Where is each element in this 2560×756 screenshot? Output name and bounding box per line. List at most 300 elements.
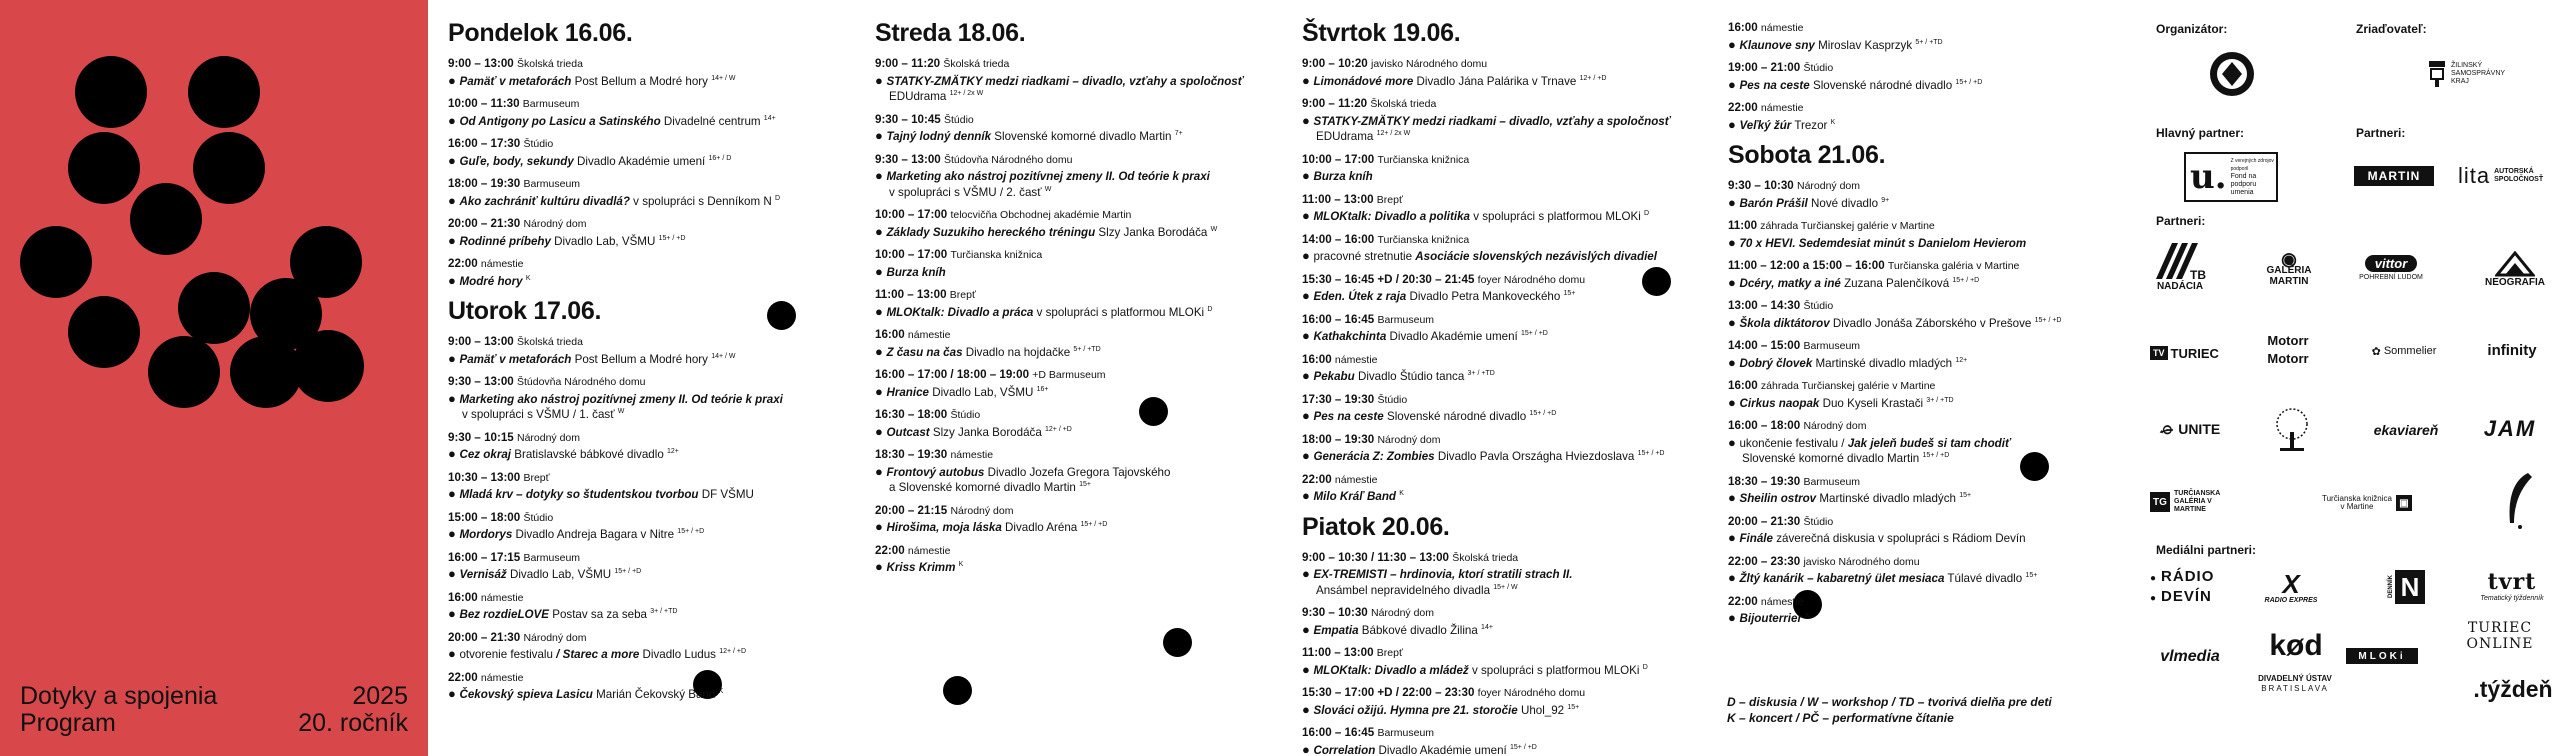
- event-tag: W: [617, 408, 625, 416]
- event-time: 16:00 – 16:45: [1302, 726, 1375, 739]
- event-tag: K: [958, 561, 964, 569]
- event-performer: Divadlo Štúdio tanca: [1354, 370, 1465, 383]
- event-venue: Barmuseum: [1377, 313, 1435, 326]
- event-venue: Národný dom: [1803, 420, 1867, 432]
- event-line: [875, 519, 1275, 536]
- jam-logo: JAM: [2483, 416, 2537, 441]
- event-tag: 12+: [1955, 356, 1968, 364]
- bullet-icon: ●: [1302, 701, 1314, 717]
- schedule-event: [448, 256, 848, 289]
- event-performer: Postav sa za seba: [549, 608, 647, 621]
- event-line: [1302, 248, 1702, 265]
- event-performer: Bratislavské bábkové divadlo: [511, 448, 664, 461]
- schedule-event: [1728, 418, 2128, 467]
- event-time: 20:00 – 21:30: [448, 630, 521, 644]
- event-performer: Trezor: [1791, 118, 1828, 132]
- event-line: [448, 686, 848, 703]
- event-time-venue: [1302, 472, 1702, 489]
- schedule-event: [875, 152, 1275, 201]
- kod-logo: kød: [2269, 629, 2323, 662]
- event-time-venue: [1302, 312, 1702, 329]
- event-venue: záhrada Turčianskej galérie v Martine: [1760, 380, 1936, 392]
- schedule-column-3: [1302, 18, 1702, 756]
- schedule-event: [875, 407, 1275, 440]
- bullet-icon: ●: [448, 646, 460, 661]
- event-tag: D: [1644, 210, 1650, 218]
- festival-title: Dotyky a spojenia Program: [20, 682, 218, 737]
- ekaviaren-logo: ekaviareň: [2373, 422, 2439, 438]
- vlmedia-logo: vlmedia: [2160, 648, 2220, 665]
- infinity-logo: infinity: [2487, 341, 2537, 359]
- event-time-venue: [1302, 152, 1702, 169]
- event-time: 10:00 – 11:30: [448, 97, 520, 110]
- event-line: [1728, 77, 2128, 94]
- event-title: Bez rozdieLOVE: [459, 608, 550, 621]
- event-performer: Divadlo Akadémie umení: [573, 154, 706, 168]
- event-time-venue: [1728, 554, 2128, 571]
- event-venue: Národný dom: [516, 431, 581, 444]
- event-performer: Divadlo Jozefa Gregora Tajovského: [984, 465, 1171, 479]
- event-performer: Divadlo Jána Palárika v Trnave: [1413, 74, 1577, 88]
- event-time: 11:00 – 13:00: [875, 288, 947, 301]
- event-tag: 14+: [763, 114, 776, 122]
- radio-express-logo: X RADIO EXPRES: [2264, 569, 2318, 604]
- event-time-venue: [448, 136, 848, 153]
- event-venue: telocvičňa Obchodnej akadémie Martin: [950, 209, 1132, 221]
- event-tag: 12+: [667, 448, 679, 456]
- decor-dot: [943, 676, 972, 705]
- event-performer: v spolupráci s platformou MLOKi: [1468, 663, 1640, 677]
- event-tag: K: [1805, 612, 1810, 620]
- schedule-event: [448, 430, 848, 463]
- event-line: [1728, 117, 2128, 134]
- event-time-venue: [875, 152, 1275, 169]
- turiec-logo-text: TV TURIEC: [2150, 342, 2222, 364]
- event-time: 19:00 – 21:00: [1728, 61, 1801, 74]
- event-venue: Školská trieda: [943, 58, 1010, 70]
- event-time-venue: [448, 176, 848, 193]
- event-venue: Barmuseum: [1803, 340, 1861, 352]
- schedule-event: [875, 543, 1275, 576]
- event-time-venue: [448, 96, 848, 113]
- event-tag: 5+ / +TD: [1073, 345, 1101, 353]
- event-venue: námestie: [907, 544, 951, 557]
- event-line: [875, 344, 1275, 361]
- event-time: 15:30 – 17:00 +D / 22:00 – 23:30: [1302, 686, 1475, 699]
- event-line: [1728, 235, 2128, 252]
- bullet-icon: ●: [1728, 354, 1740, 370]
- event-venue: Brepť: [949, 289, 976, 301]
- event-time-venue: [1302, 685, 1702, 702]
- event-performer: DF VŠMU: [698, 488, 754, 501]
- day-title: Utorok 17.06.: [448, 297, 602, 325]
- event-performer: Divadlo Lab, VŠMU: [506, 568, 612, 581]
- schedule-event: [1302, 392, 1702, 425]
- schedule-event: [448, 470, 848, 503]
- event-performer: Miroslav Kasprzyk: [1814, 38, 1913, 52]
- logo-dot: [250, 278, 322, 350]
- event-venue: námestie: [1760, 595, 1804, 608]
- event-performer: Slzy Janka Borodáča: [1095, 225, 1208, 239]
- event-line: [875, 464, 1275, 481]
- event-line: [875, 168, 1275, 185]
- schedule-event: [448, 216, 848, 249]
- bullet-icon: ●: [448, 446, 460, 461]
- schedule-event: [448, 590, 848, 623]
- event-title: Škola diktátorov: [1739, 316, 1830, 330]
- event-venue: námestie: [480, 258, 524, 270]
- event-tag: 12+ / 2x W: [1376, 130, 1411, 138]
- event-time-venue: [1302, 645, 1702, 662]
- event-time-venue: [1728, 20, 2128, 37]
- event-line: [448, 391, 848, 408]
- event-performer: Nové divadlo: [1807, 196, 1879, 210]
- event-tag: W: [1210, 225, 1218, 233]
- event-time: 10:00 – 17:00: [1302, 152, 1375, 166]
- event-title: Finále: [1739, 532, 1773, 545]
- event-line: [448, 526, 848, 543]
- event-tag: 15+ / +D: [1080, 521, 1108, 529]
- schedule-event: [1302, 312, 1702, 345]
- turcianska-galeria-logo: TG TURČIANSKA GALÉRIA V MARTINE: [2150, 486, 2240, 518]
- schedule-event: [448, 136, 848, 169]
- event-venue: Národný dom: [523, 631, 587, 644]
- event-title: Mladá krv – dotyky so študentskou tvorbou: [459, 488, 699, 501]
- bullet-icon: ●: [1728, 434, 1740, 450]
- event-time: 18:00 – 19:30: [448, 177, 521, 190]
- schedule-event: [1302, 232, 1702, 265]
- event-line: [1302, 288, 1702, 305]
- event-tag: 14+: [1481, 623, 1493, 631]
- schedule-event: [875, 327, 1275, 360]
- event-performer: Slovenské komorné divadlo Martin: [1742, 452, 1920, 465]
- event-venue: Štúdio: [523, 138, 554, 150]
- event-line: [1302, 368, 1702, 385]
- schedule-event: [448, 334, 848, 367]
- event-title: Veľký žúr: [1739, 118, 1792, 132]
- event-time-venue: [1728, 338, 2128, 355]
- event-line: [1302, 448, 1702, 465]
- event-time: 16:00 – 17:15: [448, 550, 521, 564]
- event-time-venue: [448, 550, 848, 567]
- event-performer: Martinské divadlo mladých: [1812, 356, 1953, 370]
- event-time: 18:00 – 19:30: [1302, 432, 1375, 446]
- logo-dot: [75, 56, 147, 128]
- event-line-continued: [1302, 129, 1702, 145]
- event-tag: 12+ / +D: [719, 648, 747, 656]
- event-tag: 15+: [1959, 492, 1972, 500]
- event-title: STATKY-ZMÄTKY medzi riadkami – divadlo, vzťahy a spoločnosť: [1313, 114, 1671, 128]
- bullet-icon: ●: [875, 128, 887, 143]
- event-title: Outcast: [886, 425, 930, 439]
- event-note: ukončenie festivalu /: [1739, 436, 1848, 450]
- tyzden-logo: .týždeň: [2473, 675, 2553, 702]
- event-time-venue: [448, 256, 848, 273]
- event-venue: námestie: [480, 671, 524, 684]
- vittor-logo: vittor POHREBNÍ LUDOM: [2359, 255, 2423, 281]
- event-time: 9:30 – 10:30: [1302, 606, 1368, 619]
- event-line: [1728, 395, 2128, 412]
- bullet-icon: ●: [1728, 36, 1740, 52]
- event-time: 9:30 – 10:30: [1728, 179, 1794, 192]
- schedule-event: [875, 503, 1275, 536]
- schedule-event: [1302, 550, 1702, 599]
- event-time: 22:00: [875, 543, 905, 557]
- event-performer: v spolupráci s platformou MLOKi: [1470, 210, 1641, 223]
- event-time-venue: [1728, 378, 2128, 395]
- event-venue: javisko Národného domu: [1370, 58, 1488, 70]
- event-tag: 14+ / W: [711, 352, 736, 360]
- event-title: Od Antigony po Lasicu a Satinského: [459, 114, 661, 128]
- bullet-icon: ●: [448, 390, 460, 406]
- event-title: Mordorys: [459, 528, 513, 541]
- event-time-venue: [1728, 474, 2128, 491]
- event-venue: Školská trieda: [516, 336, 583, 348]
- schedule-event: [1302, 352, 1702, 385]
- event-time-venue: [448, 430, 848, 447]
- event-performer: Divadlo Pavla Országha Hviezdoslava: [1434, 450, 1635, 463]
- bullet-icon: ●: [875, 168, 887, 183]
- event-line: [448, 153, 848, 170]
- schedule-event: [1302, 472, 1702, 505]
- event-time-venue: [448, 470, 848, 487]
- event-title: Pes na ceste: [1313, 410, 1384, 423]
- event-title: MLOKtalk: Divadlo a mládež: [1313, 663, 1469, 677]
- event-venue: Brepť: [523, 471, 550, 484]
- event-line: [448, 606, 848, 623]
- event-time-venue: [1302, 605, 1702, 622]
- schedule-event: [1302, 605, 1702, 638]
- bullet-icon: ●: [1302, 248, 1314, 263]
- event-time: 16:00: [875, 328, 905, 341]
- event-tag: K: [1399, 490, 1404, 498]
- schedule-event: [1728, 378, 2128, 411]
- bullet-icon: ●: [448, 486, 460, 501]
- event-venue: záhrada Turčianskej galérie v Martine: [1760, 220, 1935, 232]
- event-time-venue: [875, 407, 1275, 424]
- event-line: [448, 233, 848, 250]
- event-performer: Divadlo na hojdačke: [962, 345, 1071, 359]
- event-tag: 15+ / +D: [614, 568, 642, 576]
- event-time: 11:00 – 13:00: [1302, 192, 1374, 206]
- galeria-martin-logo: ◉ GALÉRIA MARTIN: [2266, 248, 2312, 287]
- event-venue: Štúdio: [1377, 393, 1408, 406]
- bullet-icon: ●: [448, 192, 460, 208]
- event-tag: 15+: [1563, 290, 1576, 298]
- feather-logo: [2500, 470, 2540, 532]
- event-time: 16:00 – 18:00: [1728, 419, 1801, 432]
- event-venue: Turčianska knižnica: [1377, 153, 1470, 166]
- event-venue: Turčianska galéria v Martine: [1887, 260, 2020, 272]
- event-time: 16:00 – 16:45: [1302, 312, 1375, 326]
- festival-year: 2025 20. ročník: [298, 682, 408, 737]
- event-time: 22:00: [448, 257, 478, 270]
- event-tag: 15+: [1567, 703, 1580, 711]
- event-line: [1728, 195, 2128, 212]
- bullet-icon: ●: [1302, 72, 1314, 88]
- event-tag: 9+: [1881, 196, 1890, 204]
- event-line: [448, 113, 848, 130]
- bullet-icon: ●: [1302, 741, 1314, 756]
- event-venue: Školská trieda: [1370, 98, 1437, 110]
- event-line: [1302, 622, 1702, 639]
- bullet-icon: ●: [448, 686, 460, 701]
- event-time: 9:00 – 10:20: [1302, 57, 1368, 70]
- event-time: 10:30 – 13:00: [448, 470, 521, 484]
- event-performer: Túlavé divadlo: [1944, 572, 2023, 585]
- svg-text:TB: TB: [2190, 267, 2206, 281]
- event-tag: D: [1642, 663, 1648, 671]
- event-time: 22:00: [1728, 101, 1758, 114]
- bullet-icon: ●: [1728, 570, 1740, 585]
- event-time-venue: [1302, 392, 1702, 409]
- schedule-event: [1728, 20, 2128, 53]
- schedule-event: [448, 176, 848, 209]
- event-line: [448, 193, 848, 210]
- event-tag: K: [718, 688, 724, 696]
- event-performer: EDUdrama: [1316, 130, 1374, 143]
- schedule-column-4: [1728, 20, 2128, 634]
- event-venue: Barmuseum: [523, 551, 581, 564]
- event-venue: Brepť: [1376, 647, 1403, 659]
- bullet-icon: ●: [875, 72, 887, 88]
- day-title: Streda 18.06.: [875, 19, 1026, 47]
- day-title: Štvrtok 19.06.: [1302, 19, 1461, 47]
- schedule-event: [448, 630, 848, 663]
- bullet-icon: ●: [448, 526, 460, 541]
- event-line: [1728, 610, 2128, 627]
- schedule-event: [875, 247, 1275, 280]
- schedule-event: [1302, 56, 1702, 89]
- schedule-event: [875, 207, 1275, 240]
- event-line: [1728, 355, 2128, 372]
- event-line: [448, 351, 848, 368]
- event-time-venue: [448, 374, 848, 391]
- event-performer: Divadelné centrum: [660, 114, 761, 128]
- event-time-venue: [1302, 56, 1702, 73]
- legend: D – diskusia / W – workshop / TD – tvorivá dielňa pre deti K – koncert / PČ – performatívne čítanie: [1727, 695, 2052, 725]
- event-time: 16:00: [1302, 352, 1332, 366]
- bullet-icon: ●: [448, 112, 460, 128]
- event-line: [875, 128, 1275, 145]
- event-title: Dcéry, matky a iné: [1739, 276, 1841, 290]
- event-time-venue: [1302, 192, 1702, 209]
- event-time-venue: [1728, 60, 2128, 77]
- schedule-event: [1728, 338, 2128, 371]
- event-line: [1728, 490, 2128, 507]
- event-time-venue: [448, 216, 848, 233]
- event-title: Pamäť v metaforách: [459, 74, 572, 88]
- event-venue: Národný dom: [1796, 180, 1861, 192]
- event-tag: D: [774, 194, 781, 202]
- event-time: 16:00: [1728, 379, 1758, 392]
- event-line: [448, 446, 848, 463]
- event-time-venue: [1302, 96, 1702, 113]
- bullet-icon: ●: [448, 606, 460, 621]
- schedule-event: [448, 96, 848, 129]
- event-time-venue: [1728, 178, 2128, 195]
- event-venue: námestie: [480, 591, 524, 604]
- event-line: [1302, 208, 1702, 225]
- event-time-venue: [448, 334, 848, 351]
- event-line: [875, 424, 1275, 441]
- event-venue: Turčianska knižnica: [1377, 233, 1470, 246]
- founder-label: Zriaďovateľ:: [2356, 22, 2427, 36]
- schedule-event: [1728, 554, 2128, 587]
- event-performer: v spolupráci s platformou MLOKi: [1033, 305, 1205, 319]
- event-time-venue: [448, 510, 848, 527]
- event-time: 9:00 – 13:00: [448, 57, 514, 70]
- event-line: [1302, 73, 1702, 90]
- event-line: [1302, 328, 1702, 345]
- bullet-icon: ●: [875, 303, 887, 319]
- event-venue: Národný dom: [523, 218, 587, 230]
- event-time-venue: [1728, 258, 2128, 275]
- event-venue: Školská trieda: [1452, 551, 1519, 564]
- event-line: [1302, 408, 1702, 425]
- bullet-icon: ●: [448, 72, 460, 88]
- event-time: 10:00 – 17:00: [875, 248, 948, 261]
- event-tag: 15+ / +D: [1922, 452, 1950, 460]
- event-time-venue: [1302, 232, 1702, 249]
- schedule-event: [1302, 645, 1702, 678]
- event-venue: Štúdio: [943, 113, 974, 126]
- event-line: [1302, 566, 1702, 583]
- bullet-icon: ●: [875, 463, 887, 479]
- event-time: 9:00 – 11:20: [1302, 97, 1368, 110]
- event-time-venue: [875, 503, 1275, 520]
- event-time: 9:30 – 13:00: [875, 152, 941, 166]
- event-tag: 15+: [1079, 481, 1091, 489]
- bullet-icon: ●: [1302, 328, 1314, 343]
- event-tag: 15+ / W: [1493, 583, 1518, 591]
- event-tag: W: [1044, 185, 1052, 193]
- event-line: [1728, 435, 2128, 452]
- event-title: / Starec a more: [552, 648, 640, 661]
- event-venue: Národný dom: [1377, 433, 1441, 446]
- event-time-venue: [875, 112, 1275, 129]
- schedule-event: [1728, 60, 2128, 93]
- event-time: 16:00: [1728, 21, 1758, 34]
- event-time-venue: [1302, 550, 1702, 567]
- event-title: Marketing ako nástroj pozitívnej zmeny II. Od teórie k praxi: [459, 392, 783, 406]
- event-tag: 15+ / +D: [1520, 330, 1548, 338]
- event-tag: 7+: [1174, 130, 1183, 138]
- event-line: [875, 73, 1275, 90]
- event-venue: Turčianska knižnica: [950, 249, 1043, 261]
- event-tag: 15+ / +D: [658, 234, 686, 242]
- schedule-event: [1728, 218, 2128, 251]
- bullet-icon: ●: [1302, 112, 1314, 128]
- bullet-icon: ●: [875, 559, 887, 574]
- event-tag: 15+ / +D: [677, 528, 705, 536]
- bullet-icon: ●: [1302, 368, 1314, 383]
- event-title: Generácia Z: Zombies: [1313, 450, 1435, 463]
- bullet-icon: ●: [1302, 168, 1314, 183]
- event-venue: +D Barmuseum: [1032, 369, 1106, 381]
- event-title: Kathakchinta: [1313, 330, 1387, 343]
- event-title: Z času na čas: [886, 345, 963, 359]
- event-venue: námestie: [1760, 22, 1804, 34]
- bullet-icon: ●: [1302, 408, 1314, 423]
- event-time: 9:30 – 10:45: [875, 112, 941, 126]
- logo-dot: [68, 132, 140, 204]
- bullet-icon: ●: [1728, 530, 1740, 545]
- event-line: [875, 384, 1275, 401]
- event-time: 14:00 – 16:00: [1302, 232, 1375, 246]
- bullet-icon: ●: [1728, 274, 1740, 290]
- event-time-venue: [875, 207, 1275, 224]
